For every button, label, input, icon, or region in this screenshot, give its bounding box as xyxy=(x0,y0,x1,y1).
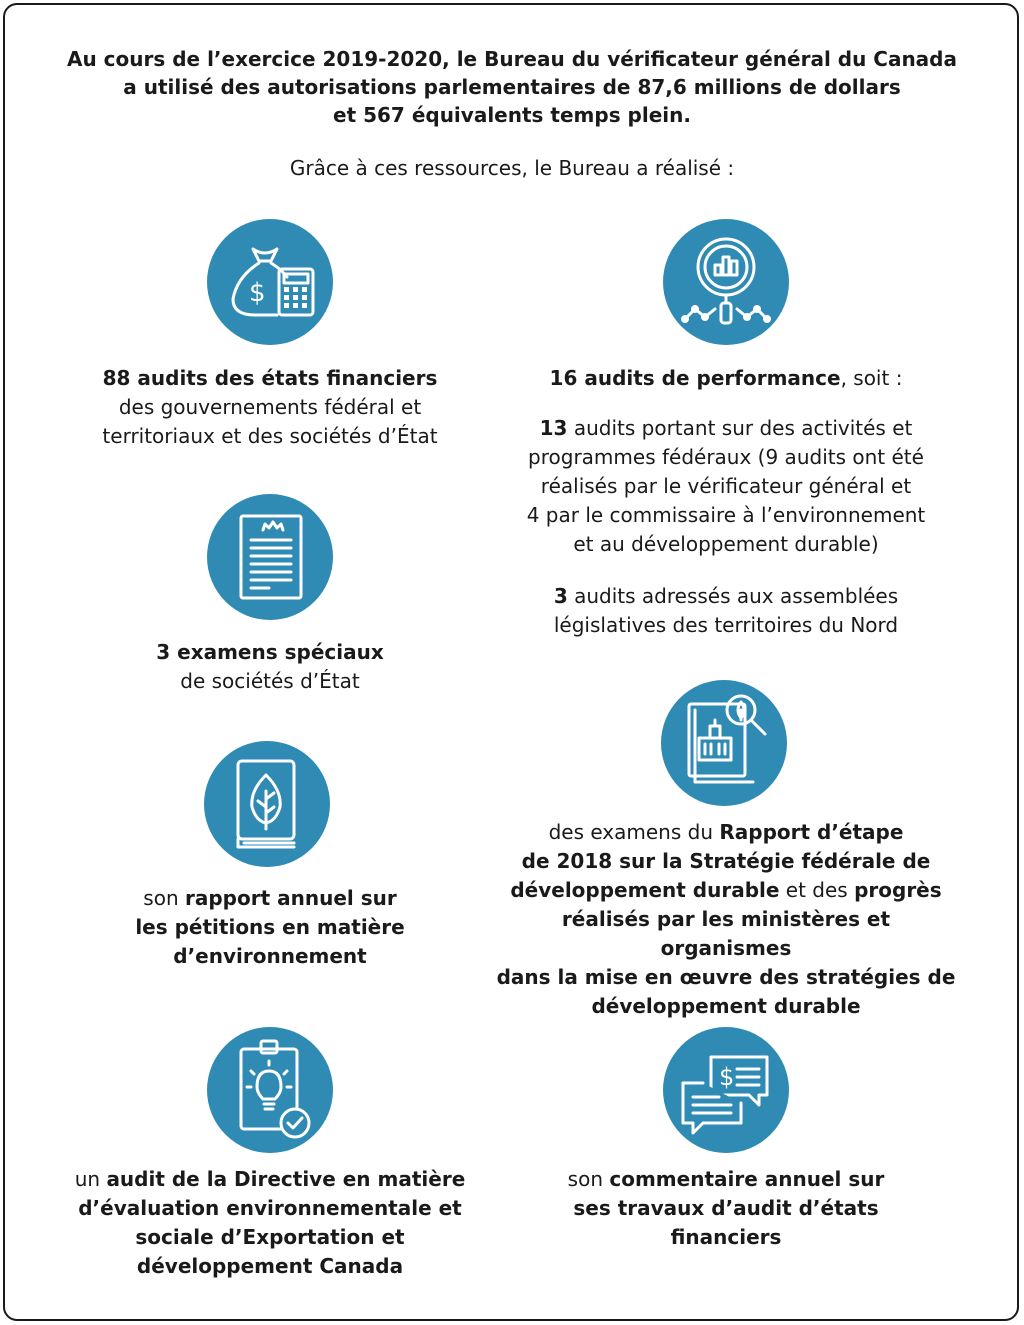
speech-bubbles-dollar-icon xyxy=(663,1027,789,1153)
clipboard-lightbulb-check-icon xyxy=(207,1027,333,1153)
petitions-report-text xyxy=(60,884,480,971)
performance-audits-count: 16 audits de performance xyxy=(549,366,841,390)
north-audits-line-2: législatives des territoires du Nord xyxy=(553,613,899,637)
intro-line-1: Au cours de l’exercice 2019-2020, le Bureau du vérificateur général du Canada xyxy=(66,47,957,71)
financial-audits-line-2: des gouvernements fédéral et xyxy=(118,395,422,419)
progress-reviews-line-2: de 2018 sur la Stratégie fédérale de xyxy=(521,849,931,873)
document-crown-icon xyxy=(207,494,333,620)
petitions-report-line-3: d’environnement xyxy=(173,944,367,968)
annual-commentary-line-2: ses travaux d’audit d’états xyxy=(573,1196,879,1220)
directive-audit-lead: un xyxy=(74,1167,107,1191)
magnifier-chart-icon xyxy=(663,219,789,345)
performance-audits-text xyxy=(496,364,956,393)
directive-audit-line-1: audit de la Directive en matière xyxy=(106,1167,466,1191)
money-bag-calculator-icon xyxy=(207,219,333,345)
performance-sub-north xyxy=(496,582,956,640)
performance-audits-suffix: , soit : xyxy=(840,366,903,390)
leaf-book-icon xyxy=(204,741,330,867)
intro-line-3: et 567 équivalents temps plein. xyxy=(333,103,691,127)
financial-audits-count: 88 audits des états financiers xyxy=(102,366,438,390)
petitions-report-line-2: les pétitions en matière xyxy=(135,915,405,939)
petitions-report-line-1: rapport annuel sur xyxy=(184,886,397,910)
directive-audit-line-3: sociale d’Exportation et xyxy=(135,1225,405,1249)
financial-audits-text xyxy=(60,364,480,451)
parliament-document-search-icon xyxy=(661,680,787,806)
directive-audit-text xyxy=(60,1165,480,1281)
federal-audits-count: 13 xyxy=(539,416,568,440)
federal-audits-line-4: 4 par le commissaire à l’environnement xyxy=(526,503,926,527)
financial-audits-line-3: territoriaux et des sociétés d’État xyxy=(102,424,438,448)
federal-audits-line-5: et au développement durable) xyxy=(573,532,879,556)
progress-reviews-connector: et des xyxy=(779,878,855,902)
petitions-report-lead: son xyxy=(143,886,185,910)
progress-reviews-line-5: dans la mise en œuvre des stratégies de xyxy=(496,965,956,989)
intro-line-2: a utilisé des autorisations parlementaires de 87,6 millions de dollars xyxy=(123,75,901,99)
progress-reviews-progress: progrès xyxy=(854,878,942,902)
svg-text:$: $ xyxy=(249,278,266,308)
progress-reviews-lead: des examens du xyxy=(548,820,720,844)
federal-audits-line-2: programmes fédéraux (9 audits ont été xyxy=(528,445,924,469)
svg-text:$: $ xyxy=(719,1063,735,1091)
progress-reviews-text xyxy=(496,818,956,1021)
directive-audit-line-4: développement Canada xyxy=(136,1254,404,1278)
progress-reviews-line-3: développement durable xyxy=(510,878,780,902)
annual-commentary-lead: son xyxy=(567,1167,610,1191)
annual-commentary-text xyxy=(496,1165,956,1252)
federal-audits-line-3: réalisés par le vérificateur général et xyxy=(540,474,912,498)
annual-commentary-line-3: financiers xyxy=(670,1225,782,1249)
directive-audit-line-2: d’évaluation environnementale et xyxy=(78,1196,462,1220)
north-audits-count: 3 xyxy=(553,584,568,608)
north-audits-line-1: audits adressés aux assemblées xyxy=(567,584,899,608)
progress-reviews-line-4: réalisés par les ministères et organismes xyxy=(561,907,891,960)
special-exams-text xyxy=(60,638,480,696)
intro-lead: Grâce à ces ressources, le Bureau a réalisé : xyxy=(289,156,735,180)
progress-reviews-line-6: développement durable xyxy=(591,994,861,1018)
federal-audits-line-1: audits portant sur des activités et xyxy=(567,416,913,440)
intro-text xyxy=(40,45,984,129)
performance-sub-federal xyxy=(496,414,956,559)
annual-commentary-line-1: commentaire annuel sur xyxy=(609,1167,885,1191)
progress-reviews-report: Rapport d’étape xyxy=(719,820,904,844)
special-exams-line-2: de sociétés d’État xyxy=(180,669,360,693)
special-exams-count: 3 examens spéciaux xyxy=(156,640,384,664)
